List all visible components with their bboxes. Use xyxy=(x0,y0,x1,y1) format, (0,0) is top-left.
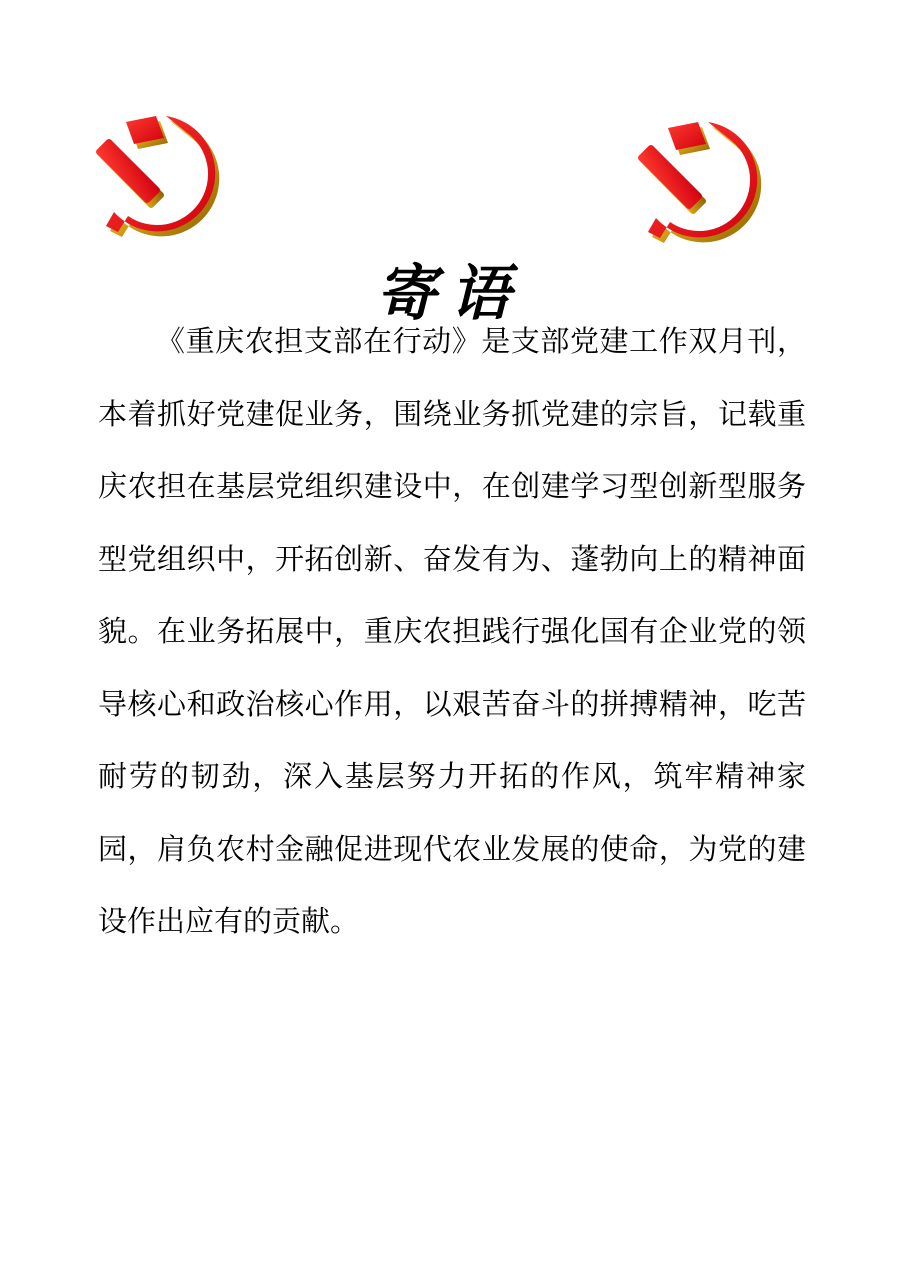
party-emblem-left-icon xyxy=(96,104,246,254)
page-title: 寄语 xyxy=(376,259,524,330)
body-paragraph: 《重庆农担支部在行动》是支部党建工作双月刊，本着抓好党建促业务，围绕业务抓党建的宗旨，记载重庆农担在基层党组织建设中，在创建学习型创新型服务型党组织中，开拓创新、奋发有为、蓬勃向上的精神面貌。在业务拓展中，重庆农担践行强化国有企业党的领导核心和政治核心作用，以艰苦奋斗的拼搏精神，吃苦耐劳的韧劲，深入基层努力开拓的作风，筑牢精神家园，肩负农村金融促进现代农业发展的使命，为党的建设作出应有的贡献。 xyxy=(98,324,806,938)
party-emblem-right-icon xyxy=(638,110,788,260)
